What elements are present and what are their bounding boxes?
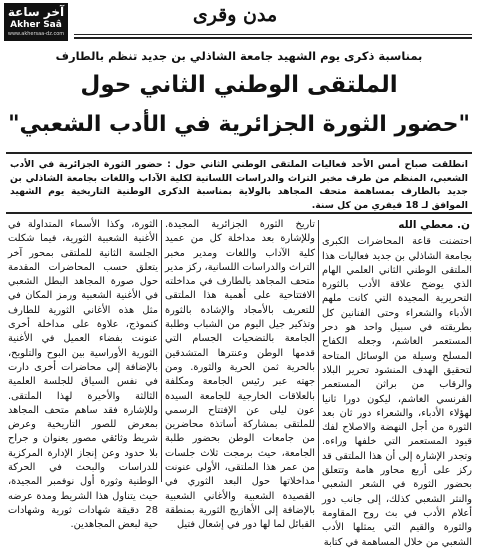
column-divider (318, 220, 319, 482)
masthead-divider (74, 34, 472, 39)
column-1-text: احتضنت قاعة المحاضرات الكبرى بجامعة الشاذلي بن جديد فعاليات هذا الملتقى الوطني الثاني العلمي الهام الذي يوضح علاقة الأدب بالثورة التحريرية المجيدة التي كانت ملهم الأدباء والشعراء وحتى الفنانين كل بطريقته في سبيل واحد هو دحر المستعمر الغاشم، وجعله الكفاح المسلح وسيلة من الوسائل المتاحة لتحقيق الهدف المنشود تحرير البلاد والرقاب من براثن المستعمر الفرنسي الغاشم، ليكون دورا ثانيا لهؤلاء الأدباء، والشعراء دور ثان بعد الثورة من أجل النهضة والاصلاح لفك قيود المستعمر التي خلفها وراءه. وتجدر الإشارة إلى أن هذا الملتقى قد ركز على أربع محاور هامة وتتعلق بحضور الثورة في الشعر الشعبي والنثر الشعبي كذلك، إلى جانب دور أعلام الأدب في بث روح المقاومة والثورة والقيم التي يمثلها الأدب الشعبي من خلال المساهمة في كتابة (322, 236, 472, 548)
article-body (6, 218, 472, 548)
article-lead: انطلقت صباح أمس الأحد فعاليات الملتقى الوطني الثاني حول : حضور الثورة الجزائرية في الأدب الشعبي، المنظم من طرف مخبر التراث والدراسات اللسانية لكلية الآداب واللغات بجامعة الشاذلي بن جديد بالطارف بمساهمة متحف المجاهد بالولاية بمناسبة الذكرى الوطنية التاريخية يوم الشهيد الموافق لـ 18 فيفري من كل سنة. (6, 152, 472, 214)
column-3-text: الثورة، وكذا الأسماء المتداولة في الأغنية الشعبية الثورية، فيما شكلت الجلسة الثانية للملتقى بمحور آخر يتعلق حسب المحاضرات المقدمة حول صورة المجاهد البطل الشعبي في الأغنية الشعبية ورمز المكان في مثل هذه الأغاني الثورية للطارف كنموذج، علاوة على مداخلة أخرى عنونت بفضاء العميل في الأغنية الثورية الأوراسية بين البوح والتلويح، بالإضافة إلى محاضرات أخرى دارت في نفس السياق للجلسة العلمية الثالثة والأخيرة لهذا الملتقى. وللإشارة فقد ساهم متحف المجاهد بمعرض للصور التاريخية وعرض شريط وثائقي مصور يعنوان و جراح بلا حدود وعن إنجاز الإدارة المركزية للدراسات والبحث في الحركة الوطنية وثورة أول نوفمبر المجيدة، حيث يتناول هذا الشريط ومدة عرضه 28 دقيقة شهادات ثورية وشهادات حية لبعض المجاهدين. (8, 219, 158, 531)
column-divider (161, 220, 162, 482)
headline-line-2: "حضور الثورة الجزائرية في الأدب الشعبي" (8, 112, 470, 137)
masthead (0, 0, 478, 44)
article-column-2 (164, 218, 315, 531)
headline-line-1: الملتقى الوطني الثاني حول (80, 72, 398, 98)
logo-website-text: www.akhersaa-dz.com (7, 31, 65, 37)
article-kicker: بمناسبة ذكرى يوم الشهيد جامعة الشاذلي بن جديد تنظم بالطارف (55, 49, 423, 63)
column-2-text: تاريخ الثورة الجزائرية المجيدة. وللإشارة بعد مداخلة كل من عميد كلية الآداب واللغات ومدير مخبر التراث والدراسات اللسانية، ركز مدير متحف المجاهد بالطارف في مداخلته الافتتاحية على أهمية هذا الملتقى للتعريف بالأمجاد والإشادة بالثورة وتذكير جيل اليوم من الشباب وطلبة الجامعة بالتضحيات الجسام التي قدمها الوطن وعنترها المتشدقين بالحرية ثمن الحرية والثورة. ومن جهته عبر رئيس الجامعة ومكلفة بالعلاقات الخارجية للجامعة السيدة عون ليلى عن الإفتتاح الرسمي للملتقى بمشاركة أساتذة محاضرين من جامعات الوطن بحضور طلبة الجامعة، حيث برمجت ثلاث جلسات من عمر هذا الملتقى، الأولى عنونت مداخلاتها حول البعد الثوري في القصيدة الشعبية والأغاني الشعبية بالإضافة إلى الأهازيج الثورية بمنطقة القبائل لما لها دور في إشعال فتيل (164, 219, 315, 531)
article-column-3 (8, 218, 158, 531)
author-byline: ن. معطي الله (398, 219, 470, 231)
section-title: مدن وقرى (192, 4, 278, 26)
logo-arabic-text: آخر ساعة (7, 5, 65, 19)
logo-latin-text: Akher Saâ (10, 20, 62, 30)
newspaper-logo (4, 3, 68, 41)
article-column-1 (322, 218, 472, 548)
